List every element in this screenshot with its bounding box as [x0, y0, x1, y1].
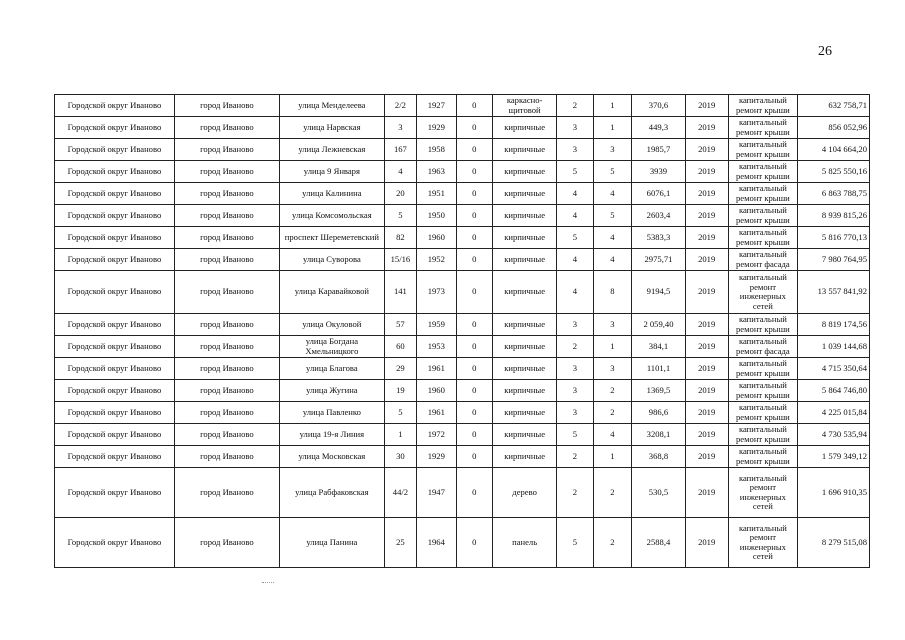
- cell-street: улица Благова: [279, 358, 384, 380]
- cell-plan-year: 2019: [685, 117, 728, 139]
- cell-col-zero: 0: [456, 518, 492, 568]
- cell-district: Городской округ Иваново: [55, 358, 175, 380]
- cell-year-built: 1927: [416, 95, 456, 117]
- cell-plan-year: 2019: [685, 358, 728, 380]
- cell-area: 368,8: [632, 446, 686, 468]
- cell-wall-material: кирпичные: [493, 446, 557, 468]
- cell-area: 2 059,40: [632, 314, 686, 336]
- cell-cost: 5 825 550,16: [798, 161, 870, 183]
- cell-area: 3208,1: [632, 424, 686, 446]
- cell-cost: 1 039 144,68: [798, 336, 870, 358]
- cell-city: город Иваново: [174, 227, 279, 249]
- cell-city: город Иваново: [174, 314, 279, 336]
- cell-plan-year: 2019: [685, 314, 728, 336]
- cell-city: город Иваново: [174, 95, 279, 117]
- table-row: [55, 336, 870, 358]
- cell-cost: 856 052,96: [798, 117, 870, 139]
- cell-floors: 2: [557, 336, 593, 358]
- cell-plan-year: 2019: [685, 424, 728, 446]
- cell-year-built: 1951: [416, 183, 456, 205]
- table-row: [55, 314, 870, 336]
- cell-year-built: 1960: [416, 227, 456, 249]
- cell-street: улица Нарвская: [279, 117, 384, 139]
- table-row: [55, 95, 870, 117]
- cell-plan-year: 2019: [685, 380, 728, 402]
- cell-wall-material: кирпичные: [493, 358, 557, 380]
- cell-floors: 3: [557, 314, 593, 336]
- cell-entrances: 4: [593, 227, 632, 249]
- cell-wall-material: кирпичные: [493, 380, 557, 402]
- cell-district: Городской округ Иваново: [55, 336, 175, 358]
- cell-work-type: капитальный ремонт фасада: [728, 336, 798, 358]
- cell-district: Городской округ Иваново: [55, 139, 175, 161]
- cell-plan-year: 2019: [685, 205, 728, 227]
- cell-col-zero: 0: [456, 139, 492, 161]
- cell-cost: 5 816 770,13: [798, 227, 870, 249]
- cell-floors: 3: [557, 358, 593, 380]
- table-row: [55, 183, 870, 205]
- cell-entrances: 8: [593, 271, 632, 314]
- cell-floors: 4: [557, 205, 593, 227]
- cell-city: город Иваново: [174, 117, 279, 139]
- cell-entrances: 1: [593, 95, 632, 117]
- cell-district: Городской округ Иваново: [55, 380, 175, 402]
- cell-plan-year: 2019: [685, 95, 728, 117]
- cell-col-zero: 0: [456, 183, 492, 205]
- cell-work-type: капитальный ремонт крыши: [728, 227, 798, 249]
- cell-house-number: 57: [384, 314, 416, 336]
- cell-district: Городской округ Иваново: [55, 117, 175, 139]
- cell-house-number: 5: [384, 402, 416, 424]
- cell-area: 384,1: [632, 336, 686, 358]
- cell-entrances: 3: [593, 358, 632, 380]
- cell-street: улица 9 Января: [279, 161, 384, 183]
- table-row: [55, 358, 870, 380]
- cell-city: город Иваново: [174, 468, 279, 518]
- cell-cost: 5 864 746,80: [798, 380, 870, 402]
- table-row: [55, 161, 870, 183]
- cell-col-zero: 0: [456, 424, 492, 446]
- table-row: [55, 468, 870, 518]
- table-row: [55, 446, 870, 468]
- cell-plan-year: 2019: [685, 468, 728, 518]
- cell-house-number: 82: [384, 227, 416, 249]
- cell-floors: 5: [557, 424, 593, 446]
- cell-district: Городской округ Иваново: [55, 161, 175, 183]
- cell-entrances: 2: [593, 468, 632, 518]
- cell-district: Городской округ Иваново: [55, 227, 175, 249]
- cell-col-zero: 0: [456, 161, 492, 183]
- cell-year-built: 1929: [416, 446, 456, 468]
- cell-year-built: 1964: [416, 518, 456, 568]
- cell-floors: 4: [557, 271, 593, 314]
- cell-street: улица Суворова: [279, 249, 384, 271]
- cell-cost: 8 939 815,26: [798, 205, 870, 227]
- cell-cost: 632 758,71: [798, 95, 870, 117]
- cell-street: улица 19-я Линия: [279, 424, 384, 446]
- cell-plan-year: 2019: [685, 249, 728, 271]
- cell-street: улица Богдана Хмельницкого: [279, 336, 384, 358]
- page-number: 26: [818, 44, 832, 59]
- cell-work-type: капитальный ремонт крыши: [728, 314, 798, 336]
- cell-area: 2975,71: [632, 249, 686, 271]
- cell-wall-material: кирпичные: [493, 314, 557, 336]
- cell-cost: 1 579 349,12: [798, 446, 870, 468]
- cell-col-zero: 0: [456, 249, 492, 271]
- cell-wall-material: кирпичные: [493, 183, 557, 205]
- cell-cost: 1 696 910,35: [798, 468, 870, 518]
- cell-work-type: капитальный ремонт крыши: [728, 139, 798, 161]
- cell-year-built: 1961: [416, 358, 456, 380]
- cell-city: город Иваново: [174, 358, 279, 380]
- cell-plan-year: 2019: [685, 402, 728, 424]
- cell-col-zero: 0: [456, 95, 492, 117]
- cell-year-built: 1950: [416, 205, 456, 227]
- cell-city: город Иваново: [174, 336, 279, 358]
- cell-street: улица Комсомольская: [279, 205, 384, 227]
- cell-house-number: 141: [384, 271, 416, 314]
- cell-floors: 3: [557, 380, 593, 402]
- table-row: [55, 117, 870, 139]
- cell-work-type: капитальный ремонт инженерных сетей: [728, 518, 798, 568]
- table-row: [55, 380, 870, 402]
- cell-floors: 5: [557, 227, 593, 249]
- cell-wall-material: кирпичные: [493, 271, 557, 314]
- cell-district: Городской округ Иваново: [55, 271, 175, 314]
- table-row: [55, 227, 870, 249]
- table-row: [55, 424, 870, 446]
- cell-cost: 4 225 015,84: [798, 402, 870, 424]
- cell-year-built: 1963: [416, 161, 456, 183]
- cell-entrances: 4: [593, 424, 632, 446]
- cell-entrances: 1: [593, 446, 632, 468]
- footer-mark: [262, 582, 274, 584]
- cell-house-number: 25: [384, 518, 416, 568]
- cell-floors: 2: [557, 468, 593, 518]
- cell-street: улица Менделеева: [279, 95, 384, 117]
- cell-cost: 7 980 764,95: [798, 249, 870, 271]
- cell-col-zero: 0: [456, 358, 492, 380]
- cell-cost: 8 819 174,56: [798, 314, 870, 336]
- cell-city: город Иваново: [174, 446, 279, 468]
- cell-cost: 8 279 515,08: [798, 518, 870, 568]
- cell-street: улица Панина: [279, 518, 384, 568]
- cell-entrances: 2: [593, 402, 632, 424]
- cell-wall-material: кирпичные: [493, 424, 557, 446]
- cell-plan-year: 2019: [685, 183, 728, 205]
- cell-entrances: 4: [593, 249, 632, 271]
- cell-plan-year: 2019: [685, 139, 728, 161]
- cell-plan-year: 2019: [685, 518, 728, 568]
- cell-wall-material: кирпичные: [493, 227, 557, 249]
- cell-wall-material: кирпичные: [493, 117, 557, 139]
- cell-house-number: 15/16: [384, 249, 416, 271]
- cell-house-number: 5: [384, 205, 416, 227]
- table-body: [55, 95, 870, 568]
- cell-entrances: 3: [593, 139, 632, 161]
- cell-house-number: 60: [384, 336, 416, 358]
- cell-entrances: 1: [593, 336, 632, 358]
- cell-floors: 2: [557, 95, 593, 117]
- cell-work-type: капитальный ремонт крыши: [728, 402, 798, 424]
- cell-year-built: 1959: [416, 314, 456, 336]
- cell-col-zero: 0: [456, 468, 492, 518]
- table-row: [55, 249, 870, 271]
- cell-house-number: 20: [384, 183, 416, 205]
- cell-street: улица Окуловой: [279, 314, 384, 336]
- cell-area: 530,5: [632, 468, 686, 518]
- cell-work-type: капитальный ремонт крыши: [728, 161, 798, 183]
- cell-plan-year: 2019: [685, 227, 728, 249]
- cell-wall-material: кирпичные: [493, 205, 557, 227]
- cell-city: город Иваново: [174, 424, 279, 446]
- cell-col-zero: 0: [456, 402, 492, 424]
- cell-area: 2588,4: [632, 518, 686, 568]
- cell-col-zero: 0: [456, 336, 492, 358]
- cell-cost: 4 715 350,64: [798, 358, 870, 380]
- cell-floors: 4: [557, 249, 593, 271]
- cell-plan-year: 2019: [685, 446, 728, 468]
- cell-street: улица Рабфаковская: [279, 468, 384, 518]
- cell-wall-material: кирпичные: [493, 336, 557, 358]
- cell-col-zero: 0: [456, 446, 492, 468]
- cell-area: 1369,5: [632, 380, 686, 402]
- cell-house-number: 167: [384, 139, 416, 161]
- cell-area: 2603,4: [632, 205, 686, 227]
- cell-street: улица Каравайковой: [279, 271, 384, 314]
- cell-work-type: капитальный ремонт инженерных сетей: [728, 271, 798, 314]
- cell-work-type: капитальный ремонт крыши: [728, 446, 798, 468]
- cell-house-number: 1: [384, 424, 416, 446]
- cell-house-number: 44/2: [384, 468, 416, 518]
- cell-floors: 4: [557, 183, 593, 205]
- cell-col-zero: 0: [456, 227, 492, 249]
- cell-house-number: 2/2: [384, 95, 416, 117]
- cell-street: улица Калинина: [279, 183, 384, 205]
- cell-city: город Иваново: [174, 161, 279, 183]
- cell-year-built: 1947: [416, 468, 456, 518]
- cell-plan-year: 2019: [685, 161, 728, 183]
- cell-street: улица Московская: [279, 446, 384, 468]
- cell-city: город Иваново: [174, 271, 279, 314]
- cell-wall-material: дерево: [493, 468, 557, 518]
- table-row: [55, 518, 870, 568]
- cell-year-built: 1929: [416, 117, 456, 139]
- cell-city: город Иваново: [174, 249, 279, 271]
- table-row: [55, 402, 870, 424]
- cell-wall-material: кирпичные: [493, 161, 557, 183]
- cell-wall-material: каркасно-щитовой: [493, 95, 557, 117]
- cell-col-zero: 0: [456, 380, 492, 402]
- cell-district: Городской округ Иваново: [55, 95, 175, 117]
- cell-city: город Иваново: [174, 183, 279, 205]
- cell-work-type: капитальный ремонт крыши: [728, 424, 798, 446]
- cell-street: улица Жугина: [279, 380, 384, 402]
- cell-wall-material: кирпичные: [493, 402, 557, 424]
- cell-year-built: 1961: [416, 402, 456, 424]
- cell-work-type: капитальный ремонт крыши: [728, 358, 798, 380]
- cell-area: 1985,7: [632, 139, 686, 161]
- cell-plan-year: 2019: [685, 336, 728, 358]
- cell-wall-material: кирпичные: [493, 249, 557, 271]
- cell-city: город Иваново: [174, 402, 279, 424]
- cell-city: город Иваново: [174, 518, 279, 568]
- cell-area: 6076,1: [632, 183, 686, 205]
- cell-entrances: 2: [593, 518, 632, 568]
- cell-house-number: 3: [384, 117, 416, 139]
- cell-area: 5383,3: [632, 227, 686, 249]
- cell-street: улица Лежневская: [279, 139, 384, 161]
- cell-entrances: 5: [593, 205, 632, 227]
- cell-floors: 3: [557, 139, 593, 161]
- cell-floors: 5: [557, 161, 593, 183]
- cell-floors: 5: [557, 518, 593, 568]
- cell-house-number: 29: [384, 358, 416, 380]
- cell-col-zero: 0: [456, 117, 492, 139]
- cell-col-zero: 0: [456, 271, 492, 314]
- housing-repair-table: [54, 94, 870, 568]
- cell-cost: 4 104 664,20: [798, 139, 870, 161]
- cell-area: 3939: [632, 161, 686, 183]
- table-row: [55, 139, 870, 161]
- cell-floors: 3: [557, 402, 593, 424]
- cell-col-zero: 0: [456, 205, 492, 227]
- cell-wall-material: кирпичные: [493, 139, 557, 161]
- cell-area: 370,6: [632, 95, 686, 117]
- table-row: [55, 271, 870, 314]
- cell-street: проспект Шереметевский: [279, 227, 384, 249]
- cell-district: Городской округ Иваново: [55, 518, 175, 568]
- cell-entrances: 5: [593, 161, 632, 183]
- cell-work-type: капитальный ремонт крыши: [728, 380, 798, 402]
- cell-floors: 3: [557, 117, 593, 139]
- cell-work-type: капитальный ремонт крыши: [728, 117, 798, 139]
- cell-city: город Иваново: [174, 380, 279, 402]
- cell-district: Городской округ Иваново: [55, 446, 175, 468]
- cell-work-type: капитальный ремонт крыши: [728, 205, 798, 227]
- cell-house-number: 30: [384, 446, 416, 468]
- cell-floors: 2: [557, 446, 593, 468]
- cell-district: Городской округ Иваново: [55, 468, 175, 518]
- cell-plan-year: 2019: [685, 271, 728, 314]
- cell-house-number: 19: [384, 380, 416, 402]
- cell-street: улица Павленко: [279, 402, 384, 424]
- cell-work-type: капитальный ремонт инженерных сетей: [728, 468, 798, 518]
- cell-year-built: 1972: [416, 424, 456, 446]
- cell-entrances: 2: [593, 380, 632, 402]
- cell-col-zero: 0: [456, 314, 492, 336]
- cell-city: город Иваново: [174, 139, 279, 161]
- cell-year-built: 1953: [416, 336, 456, 358]
- cell-house-number: 4: [384, 161, 416, 183]
- cell-district: Городской округ Иваново: [55, 249, 175, 271]
- cell-city: город Иваново: [174, 205, 279, 227]
- cell-work-type: капитальный ремонт фасада: [728, 249, 798, 271]
- cell-year-built: 1952: [416, 249, 456, 271]
- cell-cost: 13 557 841,92: [798, 271, 870, 314]
- cell-area: 986,6: [632, 402, 686, 424]
- cell-year-built: 1960: [416, 380, 456, 402]
- cell-entrances: 1: [593, 117, 632, 139]
- cell-district: Городской округ Иваново: [55, 205, 175, 227]
- cell-year-built: 1973: [416, 271, 456, 314]
- cell-work-type: капитальный ремонт крыши: [728, 183, 798, 205]
- cell-district: Городской округ Иваново: [55, 402, 175, 424]
- cell-work-type: капитальный ремонт крыши: [728, 95, 798, 117]
- cell-cost: 6 863 788,75: [798, 183, 870, 205]
- cell-district: Городской округ Иваново: [55, 314, 175, 336]
- cell-entrances: 4: [593, 183, 632, 205]
- cell-district: Городской округ Иваново: [55, 424, 175, 446]
- cell-district: Городской округ Иваново: [55, 183, 175, 205]
- cell-entrances: 3: [593, 314, 632, 336]
- cell-area: 9194,5: [632, 271, 686, 314]
- cell-year-built: 1958: [416, 139, 456, 161]
- cell-area: 1101,1: [632, 358, 686, 380]
- cell-area: 449,3: [632, 117, 686, 139]
- table-row: [55, 205, 870, 227]
- cell-cost: 4 730 535,94: [798, 424, 870, 446]
- cell-wall-material: панель: [493, 518, 557, 568]
